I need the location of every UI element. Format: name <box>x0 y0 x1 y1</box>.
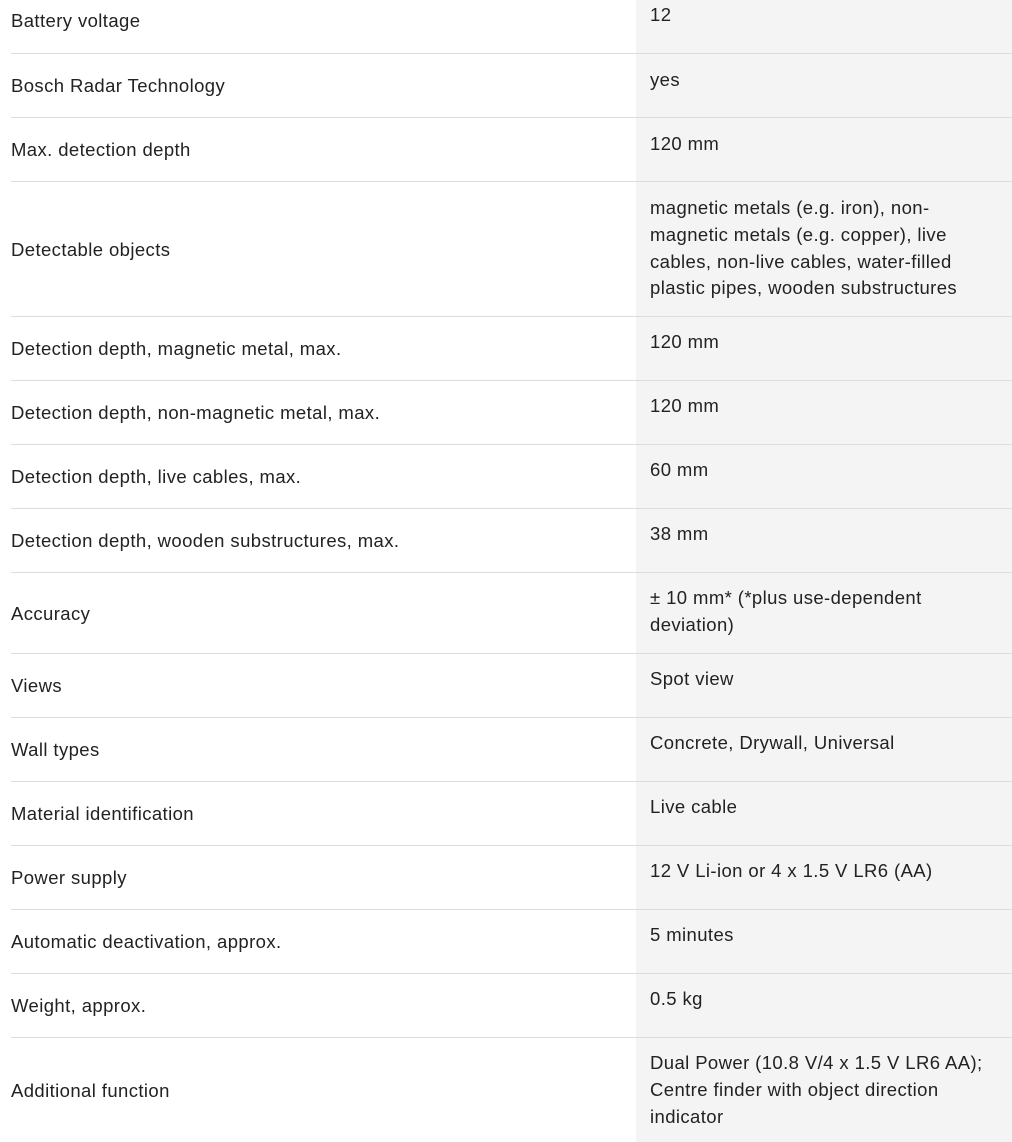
spec-row-material-identification <box>0 782 1012 845</box>
spec-value: magnetic metals (e.g. iron), non-magnetic metals (e.g. copper), live cables, non-live cables, water-filled plastic pipes, wooden substructures <box>650 197 958 299</box>
spec-label: Additional function <box>11 1079 170 1101</box>
spec-value: Spot view <box>650 668 734 689</box>
spec-label: Material identification <box>11 803 194 824</box>
spec-value-cell <box>636 974 1012 1037</box>
spec-value: 120 mm <box>650 331 720 352</box>
spec-row-weight <box>0 974 1012 1037</box>
spec-value: ± 10 mm* (*plus use-dependent deviation) <box>650 587 922 635</box>
spec-value: Live cable <box>650 796 738 817</box>
spec-row-detection-depth-live-cables <box>0 445 1012 508</box>
spec-row-battery-voltage <box>0 0 1012 53</box>
spec-label: Detectable objects <box>11 238 171 260</box>
spec-value-cell <box>636 0 1012 53</box>
spec-label: Accuracy <box>11 602 91 624</box>
spec-value: 12 V Li-ion or 4 x 1.5 V LR6 (AA) <box>650 860 933 881</box>
spec-label: Views <box>11 675 63 696</box>
spec-row-max-detection-depth <box>0 118 1012 181</box>
spec-value: yes <box>650 69 680 90</box>
spec-label: Power supply <box>11 867 127 888</box>
spec-value: 38 mm <box>650 523 709 544</box>
spec-value-cell <box>636 54 1012 117</box>
spec-value: 60 mm <box>650 459 709 480</box>
spec-value-cell <box>636 317 1012 380</box>
spec-value: 0.5 kg <box>650 988 703 1009</box>
spec-row-views <box>0 654 1012 717</box>
spec-value: Concrete, Drywall, Universal <box>650 732 895 753</box>
spec-value-cell <box>636 718 1012 781</box>
spec-row-automatic-deactivation <box>0 910 1012 973</box>
spec-label: Max. detection depth <box>11 139 191 160</box>
spec-value-cell <box>636 846 1012 909</box>
spec-label: Battery voltage <box>11 9 141 31</box>
spec-label: Automatic deactivation, approx. <box>11 931 282 952</box>
spec-label: Detection depth, magnetic metal, max. <box>11 338 342 359</box>
spec-row-detection-depth-non-magnetic-metal <box>0 381 1012 444</box>
spec-value: 12 <box>650 4 672 25</box>
spec-row-wall-types <box>0 718 1012 781</box>
spec-value-cell <box>636 118 1012 181</box>
spec-label: Detection depth, non-magnetic metal, max. <box>11 402 381 423</box>
spec-value-cell <box>636 509 1012 572</box>
spec-value: 120 mm <box>650 133 720 154</box>
spec-value-cell <box>636 1038 1012 1142</box>
spec-value: Dual Power (10.8 V/4 x 1.5 V LR6 AA); Centre finder with object direction indicator <box>650 1052 983 1127</box>
spec-row-detection-depth-magnetic-metal <box>0 317 1012 380</box>
spec-label: Wall types <box>11 739 100 760</box>
spec-row-bosch-radar-technology <box>0 54 1012 117</box>
spec-value-cell <box>636 782 1012 845</box>
spec-row-accuracy <box>0 573 1012 653</box>
spec-value-cell <box>636 381 1012 444</box>
spec-value-cell <box>636 445 1012 508</box>
spec-value-cell <box>636 182 1012 316</box>
spec-row-additional-function <box>0 1038 1012 1142</box>
spec-value-cell <box>636 573 1012 653</box>
spec-value-cell <box>636 654 1012 717</box>
spec-row-detection-depth-wooden-substructures <box>0 509 1012 572</box>
spec-row-detectable-objects <box>0 182 1012 316</box>
spec-label: Detection depth, live cables, max. <box>11 466 302 487</box>
spec-label: Detection depth, wooden substructures, max. <box>11 530 400 551</box>
spec-label: Bosch Radar Technology <box>11 75 226 96</box>
spec-row-power-supply <box>0 846 1012 909</box>
spec-value-cell <box>636 910 1012 973</box>
spec-value: 5 minutes <box>650 924 734 945</box>
spec-label: Weight, approx. <box>11 995 147 1016</box>
spec-value: 120 mm <box>650 395 720 416</box>
